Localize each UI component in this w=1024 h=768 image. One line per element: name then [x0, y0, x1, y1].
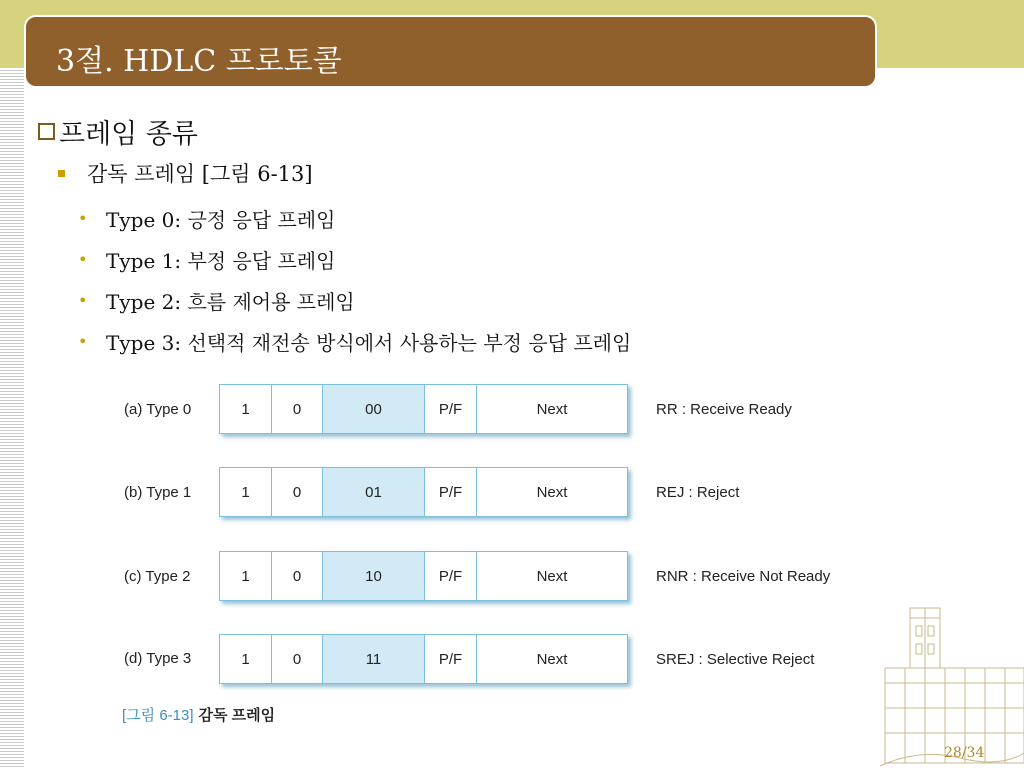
caption-ref: [그림 6-13] — [122, 707, 194, 724]
row-description: RR : Receive Ready — [656, 401, 792, 418]
type-cell: 01 — [323, 468, 425, 516]
bit-cell: 0 — [272, 635, 323, 683]
section-heading — [38, 112, 198, 151]
building-sketch-icon — [880, 598, 1024, 768]
figure-caption — [122, 704, 275, 725]
pf-cell: P/F — [425, 385, 477, 433]
slide-title: 3절. HDLC 프로토콜 — [56, 44, 342, 79]
subheading-text: 감독 프레임 [그림 6-13] — [87, 162, 313, 186]
frame-row — [219, 467, 628, 517]
row-description: RNR : Receive Not Ready — [656, 568, 831, 585]
title-bar — [24, 15, 877, 88]
bullet-text: Type 3: 선택적 재전송 방식에서 사용하는 부정 응답 프레임 — [106, 331, 632, 355]
type-cell: 11 — [323, 635, 425, 683]
bit-cell: 0 — [272, 468, 323, 516]
dot-icon: • — [78, 291, 88, 310]
left-stripes — [0, 68, 24, 768]
dot-icon: • — [78, 250, 88, 269]
bullet-item — [78, 245, 335, 274]
frame-row — [219, 634, 628, 684]
row-label: (a) Type 0 — [124, 401, 192, 418]
frame-row — [219, 384, 628, 434]
dot-icon: • — [78, 209, 88, 228]
type-cell: 00 — [323, 385, 425, 433]
bit-cell: 0 — [272, 552, 323, 600]
bit-cell: 1 — [220, 385, 272, 433]
pf-cell: P/F — [425, 468, 477, 516]
bullet-item — [78, 204, 335, 233]
pf-cell: P/F — [425, 635, 477, 683]
caption-text: 감독 프레임 — [198, 707, 276, 724]
row-label: (c) Type 2 — [124, 568, 191, 585]
bullet-item — [78, 327, 631, 356]
bullet-item — [78, 286, 355, 315]
bit-cell: 1 — [220, 635, 272, 683]
dot-icon: • — [78, 332, 88, 351]
bullet-text: Type 1: 부정 응답 프레임 — [106, 249, 336, 273]
row-label: (d) Type 3 — [124, 650, 192, 667]
bullet-text: Type 2: 흐름 제어용 프레임 — [106, 290, 355, 314]
bit-cell: 0 — [272, 385, 323, 433]
next-cell: Next — [536, 650, 568, 668]
row-description: SREJ : Selective Reject — [656, 651, 815, 668]
bullet-text: Type 0: 긍정 응답 프레임 — [106, 208, 336, 232]
row-label: (b) Type 1 — [124, 484, 192, 501]
filled-square-icon — [58, 170, 65, 177]
bit-cell: 1 — [220, 468, 272, 516]
type-cell: 10 — [323, 552, 425, 600]
frame-row — [219, 551, 628, 601]
heading-text: 프레임 종류 — [59, 119, 198, 150]
page-number: 28/34 — [944, 745, 985, 761]
next-cell: Next — [536, 567, 568, 585]
pf-cell: P/F — [425, 552, 477, 600]
next-cell: Next — [536, 483, 568, 501]
subheading — [58, 158, 313, 188]
row-description: REJ : Reject — [656, 484, 740, 501]
next-cell: Next — [536, 400, 568, 418]
bit-cell: 1 — [220, 552, 272, 600]
hollow-square-icon — [38, 123, 55, 140]
